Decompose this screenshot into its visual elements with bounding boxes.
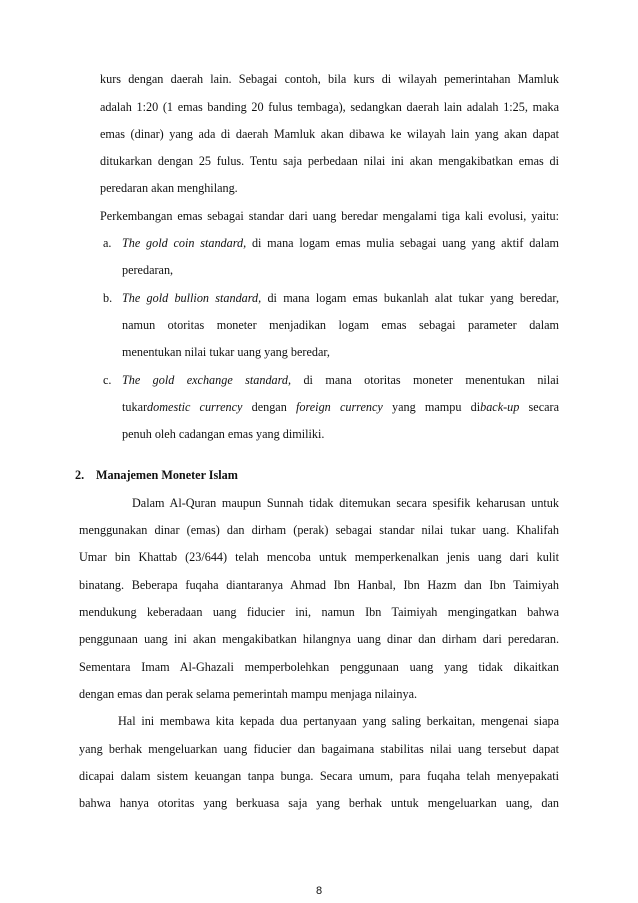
p1-line-4: binatang. Beberapa fuqaha diantaranya Ahmad Ibn Hanbal, Ibn Hazm dan Ibn Taimiyah (79, 578, 559, 592)
list-marker-b: b. (103, 291, 113, 305)
p1-line-8: dengan emas dan perak selama pemerintah mampu menjaga nilainya. (79, 687, 418, 701)
intro-line-4: ditukarkan dengan 25 fulus. Tentu saja perbedaan nilai ini akan mengakibatkan emas di (100, 154, 559, 168)
p1-line-1: Dalam Al-Quran maupun Sunnah tidak ditemukan secara spesifik keharusan untuk (132, 496, 559, 510)
p1-line-5: mendukung keberadaan uang fiducier ini, namun Ibn Taimiyah mengingatkan bahwa (79, 605, 559, 619)
page-number: 8 (315, 885, 323, 897)
evolution-c-text-e: yang mampu di (382, 400, 481, 414)
p2-line-4: bahwa hanya otoritas yang berkuasa saja yang berhak untuk mengeluarkan uang, dan (79, 796, 559, 810)
evolution-c-text-c: dengan (242, 400, 296, 414)
p1-line-3: Umar bin Khattab (23/644) telah mencoba untuk memperkenalkan jenis uang dari kulit (79, 550, 559, 564)
evolution-a-term: The gold coin standard, (122, 236, 247, 250)
p1-line-7: Sementara Imam Al-Ghazali memperbolehkan penggunaan uang yang tidak dikaitkan (79, 660, 559, 674)
evolution-b-line-2: namun otoritas moneter menjadikan logam emas sebagai parameter dalam (122, 318, 559, 332)
evolution-b-line-3: menentukan nilai tukar uang yang beredar, (122, 345, 330, 359)
intro-line-1: kurs dengan daerah lain. Sebagai contoh, bila kurs di wilayah pemerintahan Mamluk (100, 72, 559, 86)
evolution-c-line-3: penuh oleh cadangan emas yang dimiliki. (122, 427, 325, 441)
evolution-a-line-2: peredaran, (122, 263, 174, 277)
section-number: 2. (75, 468, 85, 482)
evolution-c-term: The gold exchange standard, (122, 373, 292, 387)
evolution-c-text-a: tukar (122, 400, 148, 414)
p1-line-6: penggunaan uang ini akan mengakibatkan hilangnya uang dinar dan dirham dari peredaran. (79, 632, 559, 646)
evolution-a-rest: di mana logam emas mulia sebagai uang yang aktif dalam (246, 236, 559, 250)
evolution-c-term-domestic: domestic currency (147, 400, 243, 414)
p1-line-2: menggunakan dinar (emas) dan dirham (perak) sebagai standar nilai tukar uang. Khalifah (79, 523, 559, 537)
intro-line-3: emas (dinar) yang ada di daerah Mamluk akan dibawa ke wilayah lain yang akan dapat (100, 127, 559, 141)
evolution-b-term: The gold bullion standard, (122, 291, 262, 305)
evolution-c-term-backup: back-up (480, 400, 520, 414)
evolution-c-line-1 (122, 372, 559, 388)
intro-line-2: adalah 1:20 (1 emas banding 20 fulus tembaga), sedangkan daerah lain adalah 1:25, maka (100, 100, 559, 114)
evolution-b-rest: di mana logam emas bukanlah alat tukar yang beredar, (261, 291, 559, 305)
p2-line-1: Hal ini membawa kita kepada dua pertanyaan yang saling berkaitan, mengenai siapa (118, 714, 559, 728)
p2-line-2: yang berhak mengeluarkan uang fiducier dan bagaimana stabilitas nilai uang tersebut dapat (79, 742, 559, 756)
intro-line-6: Perkembangan emas sebagai standar dari uang beredar mengalami tiga kali evolusi, yaitu: (100, 209, 559, 223)
evolution-a-line-1 (122, 235, 559, 251)
evolution-b-line-1 (122, 290, 559, 306)
intro-line-5: peredaran akan menghilang. (100, 181, 238, 195)
evolution-c-rest: di mana otoritas moneter menentukan nilai (291, 373, 559, 387)
evolution-c-text-g: secara (519, 400, 559, 414)
list-marker-c: c. (103, 373, 112, 387)
evolution-c-term-foreign: foreign currency (296, 400, 383, 414)
evolution-c-line-2 (122, 399, 559, 415)
section-title: Manajemen Moneter Islam (96, 468, 238, 482)
list-marker-a: a. (103, 236, 112, 250)
p2-line-3: dicapai dalam sistem keuangan tanpa bunga. Secara umum, para fuqaha telah menyepakati (79, 769, 559, 783)
